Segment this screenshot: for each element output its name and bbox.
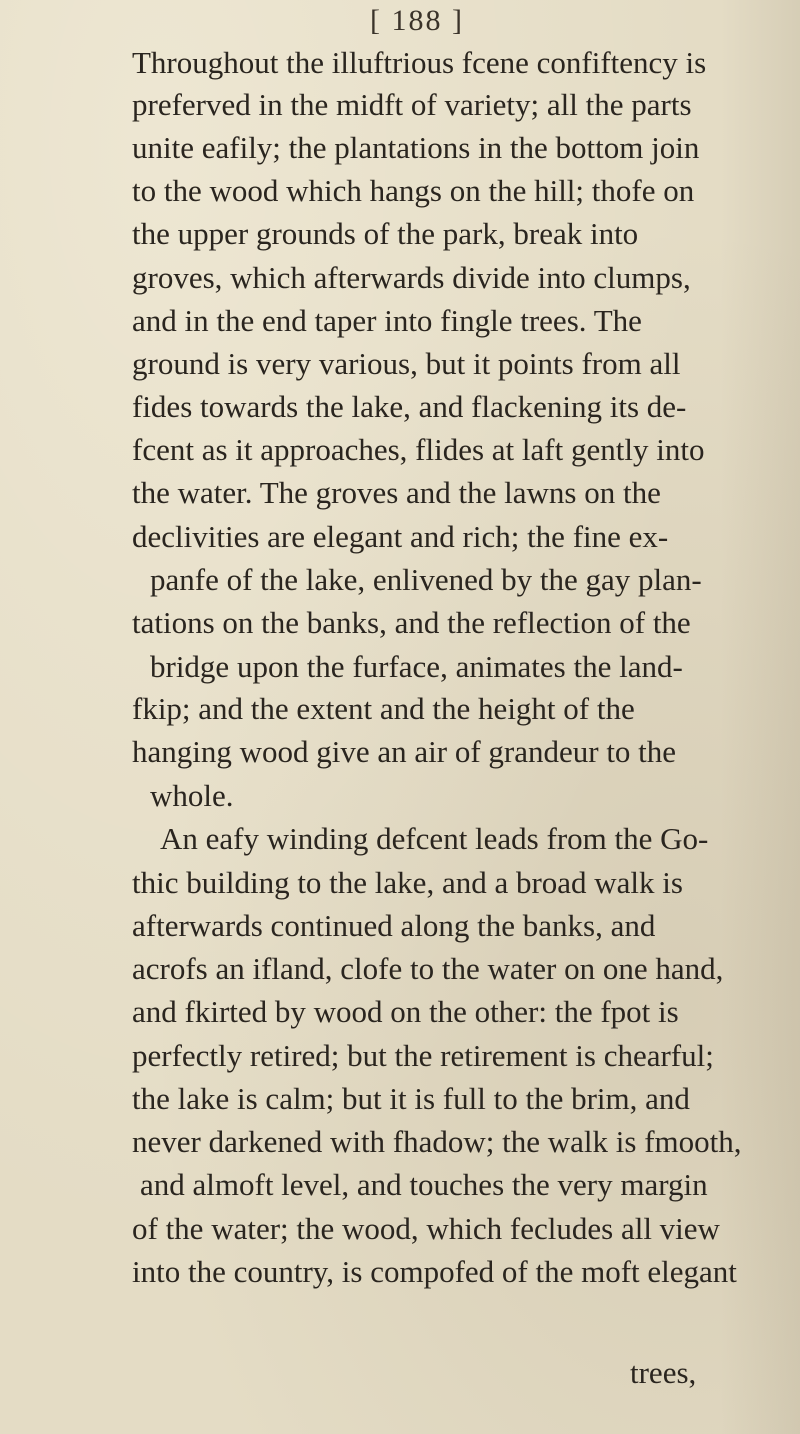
text-line: panfe of the lake, enlivened by the gay plan- — [150, 562, 702, 597]
text-line: fides towards the lake, and flackening its de- — [132, 389, 687, 424]
text-line: declivities are elegant and rich; the fine ex- — [132, 519, 669, 554]
text-line: and fkirted by wood on the other: the fpot is — [132, 994, 679, 1029]
text-line: tations on the banks, and the reflection of the — [132, 605, 691, 640]
text-line: of the water; the wood, which fecludes all view — [132, 1211, 720, 1246]
text-line: An eafy winding defcent leads from the Go- — [160, 821, 709, 856]
text-line: perfectly retired; but the retirement is chearful; — [132, 1038, 714, 1073]
catchword: trees, — [630, 1355, 697, 1390]
text-line: fcent as it approaches, flides at laft gently into — [132, 432, 705, 467]
text-line: into the country, is compofed of the moft elegant — [132, 1254, 737, 1289]
text-line: hanging wood give an air of grandeur to the — [132, 734, 677, 769]
text-line: preferved in the midft of variety; all the parts — [132, 87, 692, 122]
text-line: groves, which afterwards divide into clumps, — [132, 260, 691, 295]
text-line: whole. — [150, 778, 234, 813]
text-line: never darkened with fhadow; the walk is fmooth, — [132, 1124, 742, 1159]
text-line: Throughout the illuftrious fcene confiftency is — [132, 45, 707, 80]
text-line: to the wood which hangs on the hill; thofe on — [132, 173, 695, 208]
text-line: and in the end taper into fingle trees. The — [132, 303, 642, 338]
text-line: the upper grounds of the park, break into — [132, 216, 639, 251]
text-line: afterwards continued along the banks, and — [132, 908, 656, 943]
text-line: the lake is calm; but it is full to the brim, and — [132, 1081, 690, 1116]
text-line: and almoft level, and touches the very margin — [140, 1167, 708, 1202]
text-line: acrofs an ifland, clofe to the water on one hand, — [132, 951, 724, 986]
text-line: fkip; and the extent and the height of the — [132, 691, 635, 726]
text-line: the water. The groves and the lawns on the — [132, 475, 661, 510]
text-line: bridge upon the furface, animates the land- — [150, 649, 683, 684]
text-line: thic building to the lake, and a broad walk is — [132, 865, 683, 900]
page-number: [ 188 ] — [370, 4, 464, 37]
text-line: ground is very various, but it points from all — [132, 346, 681, 381]
text-line: unite eafily; the plantations in the bottom join — [132, 130, 700, 165]
